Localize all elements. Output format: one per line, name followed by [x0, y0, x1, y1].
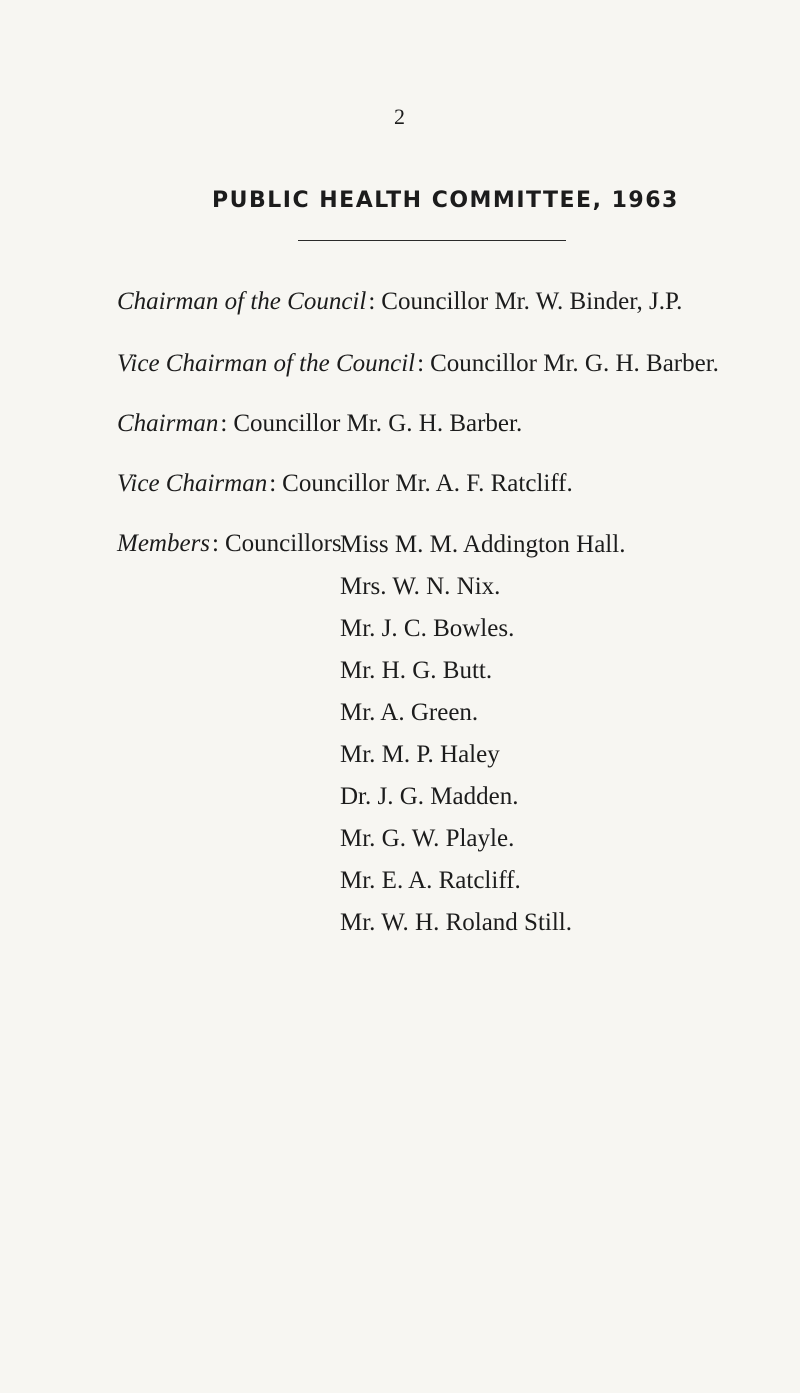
officer-name: Councillor Mr. G. H. Barber. — [430, 350, 719, 377]
member-item: Mr. G. W. Playle. — [340, 825, 515, 852]
member-item: Mr. J. C. Bowles. — [340, 615, 515, 642]
separator: : — [368, 288, 376, 315]
member-item: Mr. W. H. Roland Still. — [340, 909, 572, 936]
officer-role: Chairman — [117, 410, 219, 437]
members-prefix: Councillors — [224, 530, 342, 557]
title-divider — [298, 240, 566, 241]
officer-role: Chairman of the Council — [117, 288, 367, 315]
members-label: Members — [117, 530, 211, 557]
separator: : — [269, 470, 277, 497]
officer-name: Councillor Mr. G. H. Barber. — [233, 410, 523, 437]
officer-name: Councillor Mr. A. F. Ratcliff. — [282, 470, 573, 497]
separator: : — [417, 350, 425, 377]
officer-line-vice-chairman — [117, 470, 573, 498]
separator: : — [220, 410, 228, 437]
member-item: Mr. H. G. Butt. — [340, 657, 493, 684]
officer-line-chairman — [117, 410, 522, 438]
member-item: Miss M. M. Addington Hall. — [340, 531, 626, 558]
officer-role: Vice Chairman — [117, 470, 268, 497]
separator: : — [212, 530, 219, 557]
page-number: 2 — [394, 104, 406, 129]
member-item: Mr. M. P. Haley — [340, 741, 500, 768]
officer-line-council-chairman — [117, 288, 682, 316]
members-list — [340, 530, 625, 950]
officer-line-council-vice-chairman — [117, 350, 719, 378]
members-heading — [117, 530, 342, 558]
officer-role: Vice Chairman of the Council — [117, 350, 416, 377]
member-item: Mrs. W. N. Nix. — [340, 573, 501, 600]
page-title: PUBLIC HEALTH COMMITTEE, 1963 — [212, 188, 679, 213]
member-item: Mr. A. Green. — [340, 699, 479, 726]
member-item: Dr. J. G. Madden. — [340, 783, 519, 810]
officer-name: Councillor Mr. W. Binder, J.P. — [381, 288, 683, 315]
member-item: Mr. E. A. Ratcliff. — [340, 867, 521, 894]
